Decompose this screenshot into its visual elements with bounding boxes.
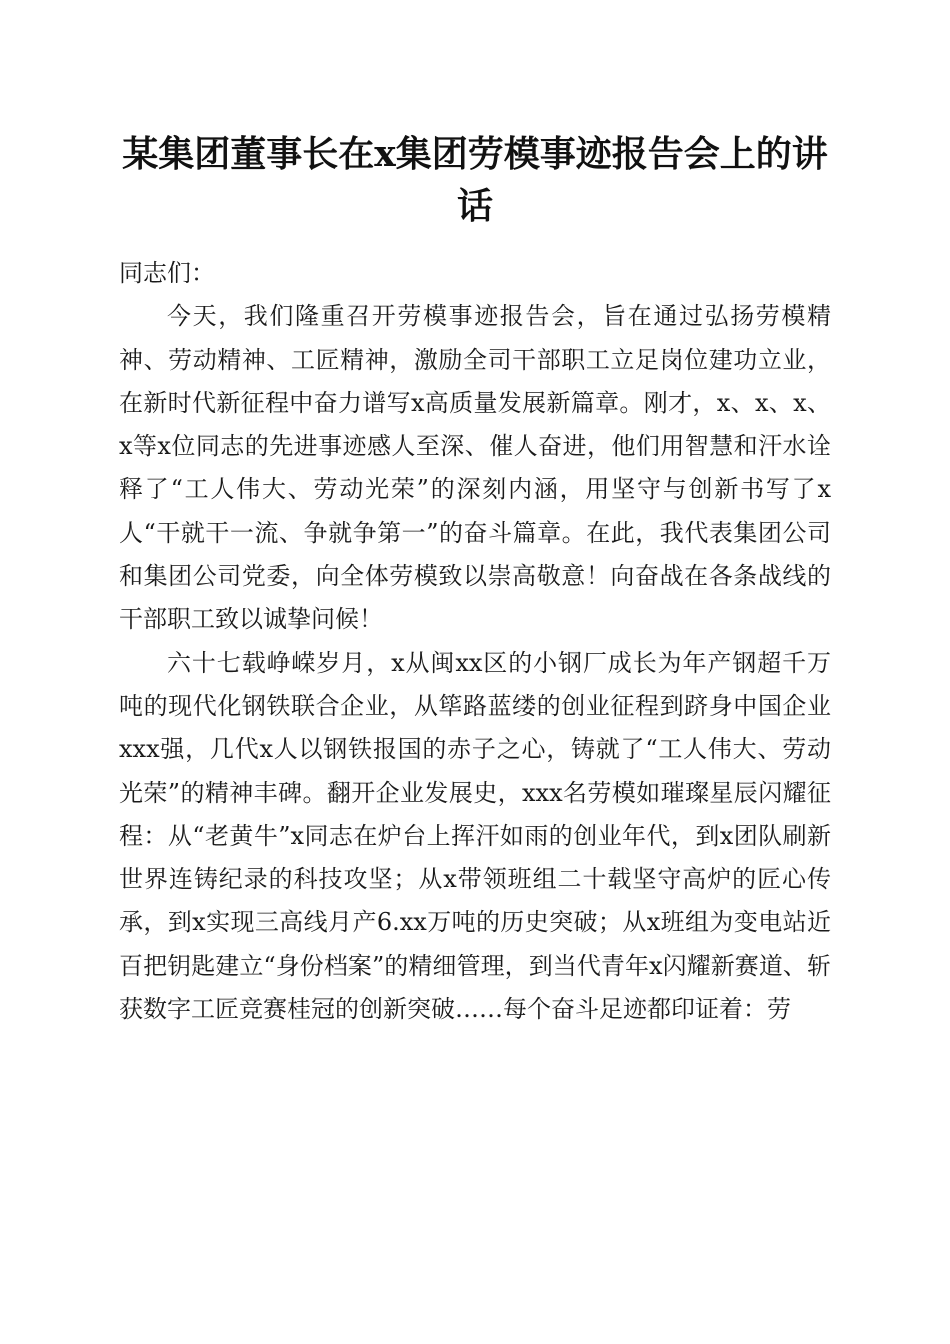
- document-title: 某集团董事长在x集团劳模事迹报告会上的讲话: [122, 133, 828, 227]
- paragraph-1: 今天，我们隆重召开劳模事迹报告会，旨在通过弘扬劳模精神、劳动精神、工匠精神，激励全司干部职工立足岗位建功立业，在新时代新征程中奋力谱写x高质量发展新篇章。刚才，x、x、x、x等x位同志的先进事迹感人至深、催人奋进，他们用智慧和汗水诠释了“工人伟大、劳动光荣”的深刻内涵，用坚守与创新书写了x人“干就干一流、争就争第一”的奋斗篇章。在此，我代表集团公司和集团公司党委，向全体劳模致以崇高敬意！向奋战在各条战线的干部职工致以诚挚问候！: [119, 302, 831, 634]
- paragraph-2: 六十七载峥嵘岁月，x从闽xx区的小钢厂成长为年产钢超千万吨的现代化钢铁联合企业，从筚路蓝缕的创业征程到跻身中国企业xxx强，几代x人以钢铁报国的赤子之心，铸就了“工人伟大、劳动光荣”的精神丰碑。翻开企业发展史，xxx名劳模如璀璨星辰闪耀征程：从“老黄牛”x同志在炉台上挥汗如雨的创业年代，到x团队刷新世界连铸纪录的科技攻坚；从x带领班组二十载坚守高炉的匠心传承，到x实现三高线月产6.xx万吨的历史突破；从x班组为变电站近百把钥匙建立“身份档案”的精细管理，到当代青年x闪耀新赛道、斩获数字工匠竞赛桂冠的创新突破……每个奋斗足迹都印证着：劳: [119, 648, 831, 1024]
- salutation: 同志们：: [119, 259, 215, 287]
- document-body: [119, 252, 831, 1031]
